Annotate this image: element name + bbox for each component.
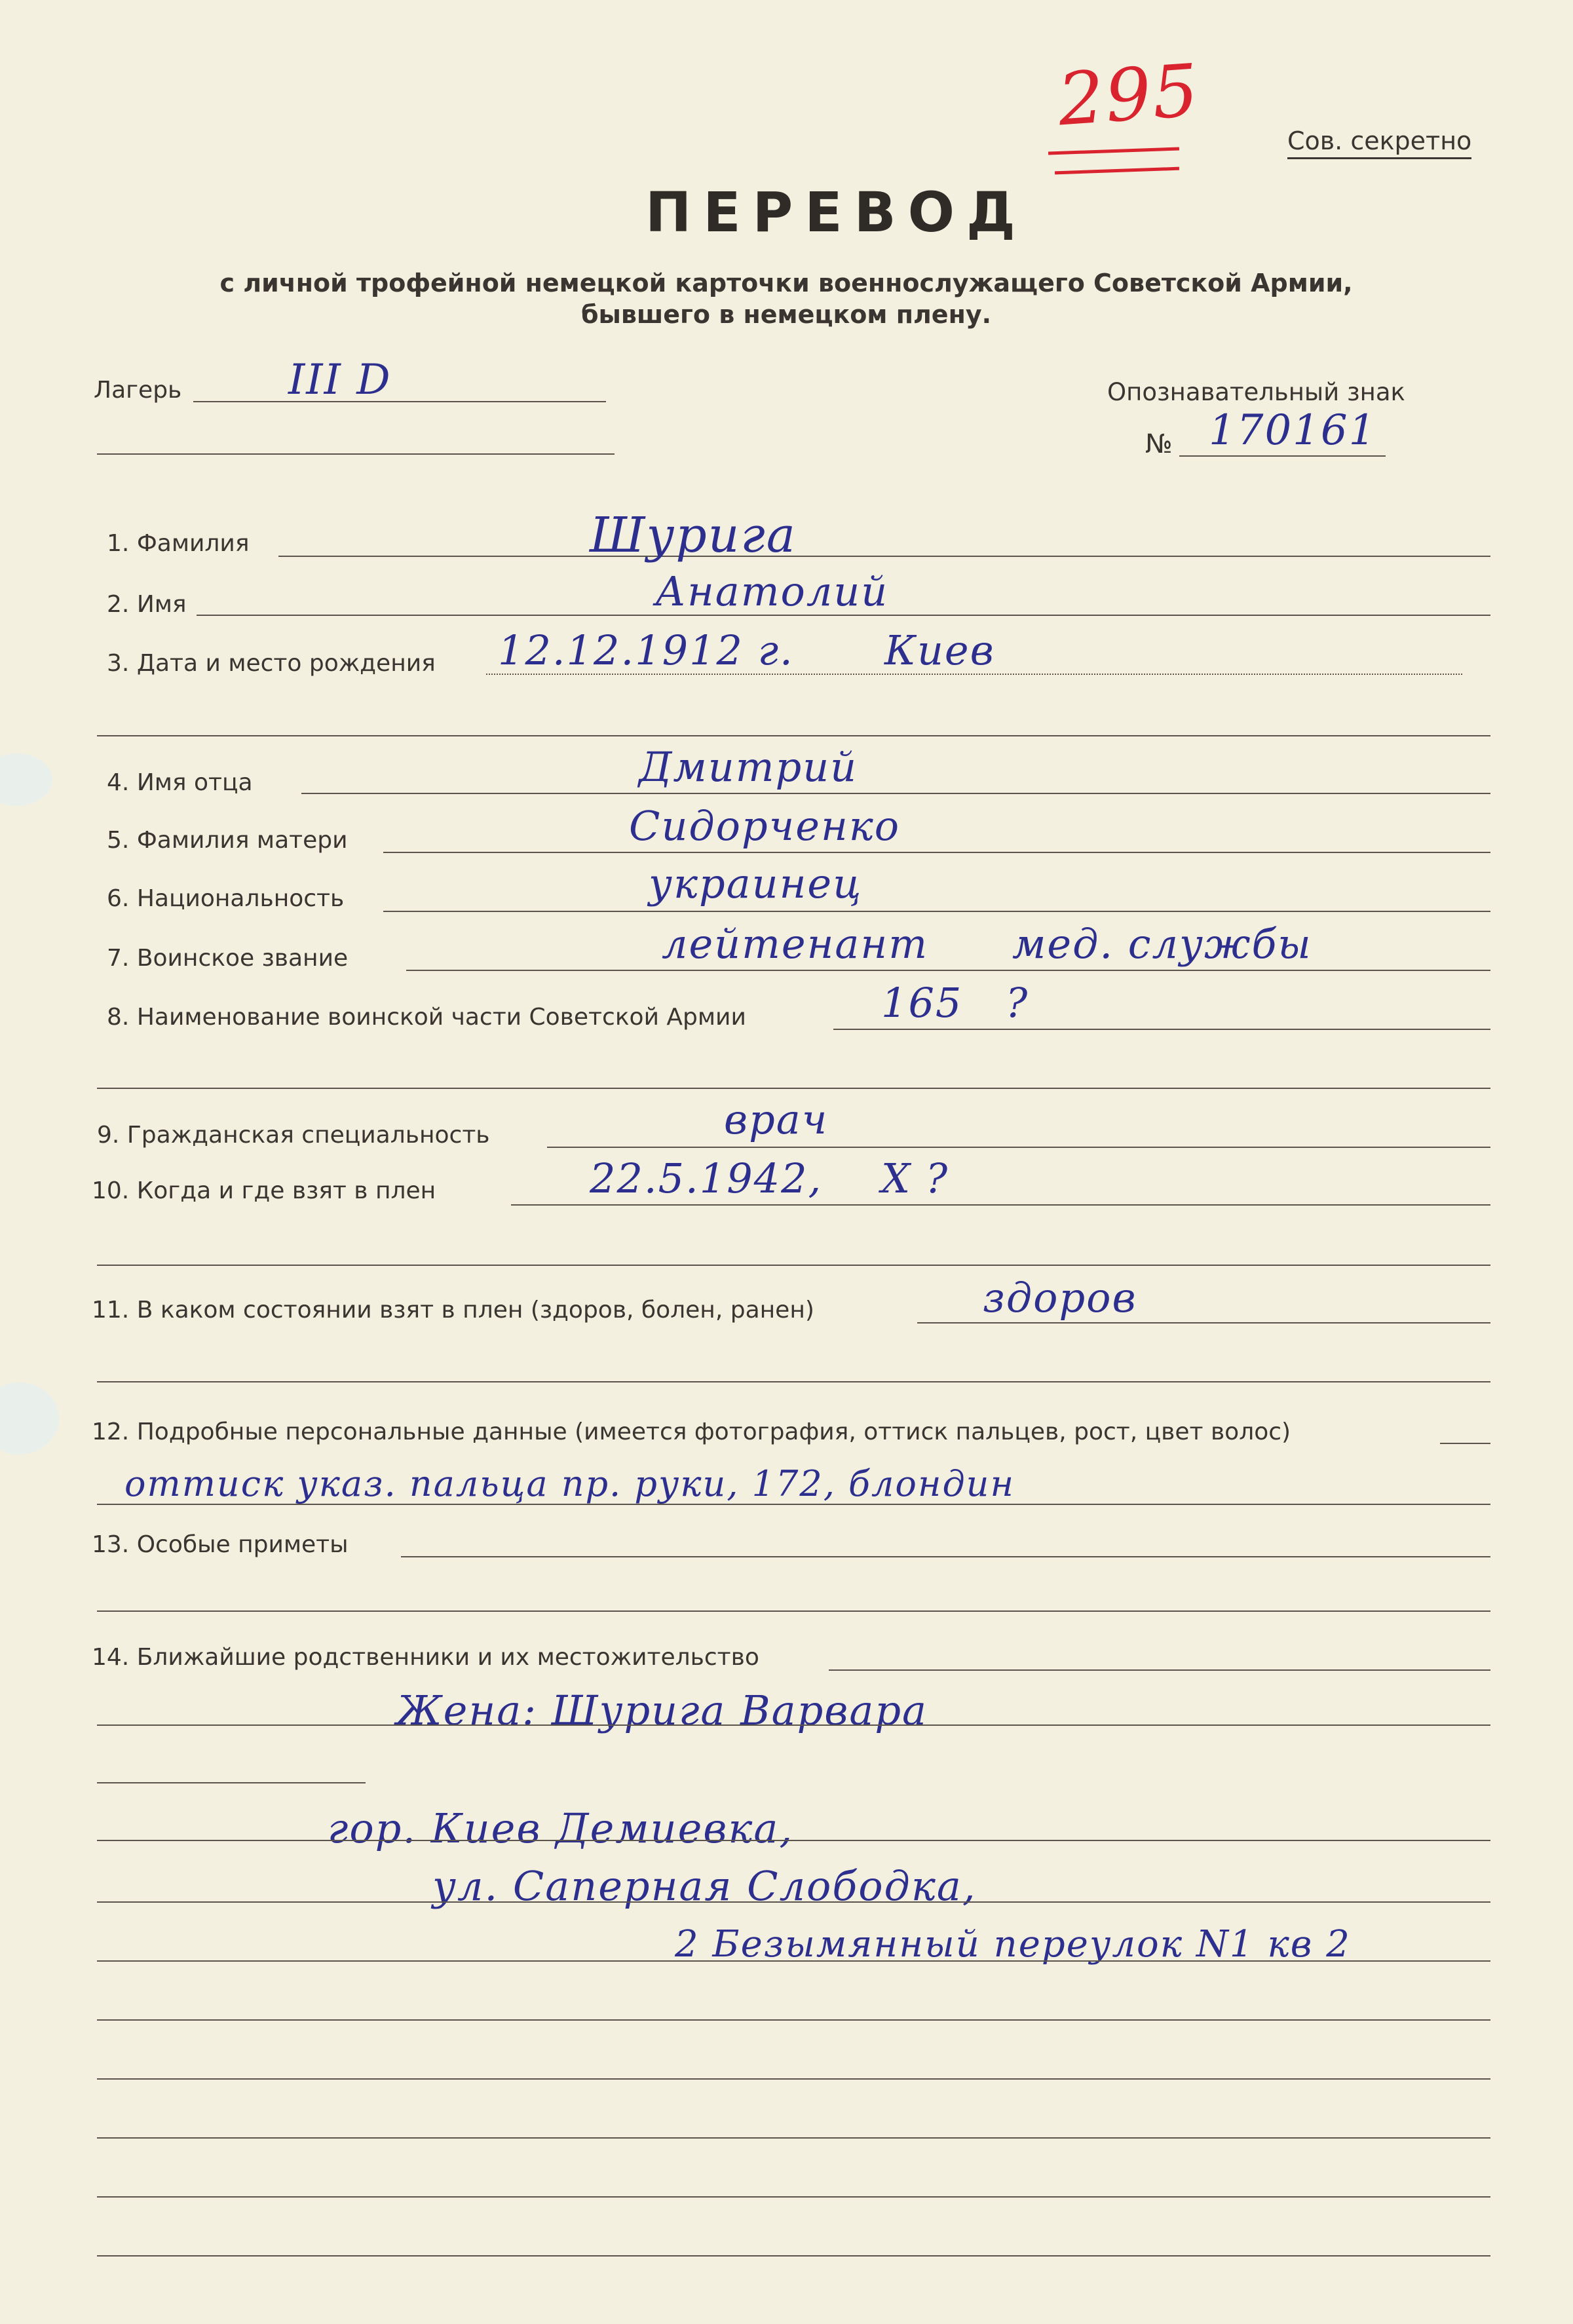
field-3-value-2: Киев (884, 626, 995, 674)
field-8-label: 8. Наименование воинской части Советской Армии (107, 1004, 746, 1031)
field-4-line (301, 793, 1490, 794)
field-6-line (383, 911, 1490, 912)
field-5-label: 5. Фамилия матери (107, 827, 348, 854)
field-11-value: здоров (983, 1274, 1137, 1322)
field-10-label: 10. Когда и где взят в плен (92, 1177, 436, 1204)
field-9-line (547, 1147, 1490, 1148)
field-1-line (278, 556, 1490, 557)
field-5-value: Сидорченко (629, 802, 901, 850)
relatives-rule-8 (97, 2137, 1490, 2139)
id-mark-value: 170161 (1209, 406, 1377, 455)
field-13-label: 13. Особые приметы (92, 1531, 349, 1558)
field-9-value: врач (724, 1095, 829, 1143)
camp-line (193, 401, 606, 402)
field-11-label: 11. В каком состоянии взят в плен (здоров, болен, ранен) (92, 1297, 814, 1324)
relatives-rule-10 (97, 2255, 1490, 2257)
relatives-rule-5 (97, 1960, 1490, 1962)
archive-underline (1055, 167, 1179, 175)
field-13-line (401, 1556, 1490, 1557)
field-7-value-2: мед. службы (1012, 920, 1312, 968)
subtitle-line2: бывшего в немецком плену. (580, 300, 992, 329)
field-8-value: 165 (881, 979, 963, 1027)
torn-edge (0, 753, 52, 806)
field-4-value: Дмитрий (639, 743, 858, 791)
field-8-value-2: ? (1006, 979, 1029, 1027)
field-5-line (383, 852, 1490, 853)
field-7-value: лейтенант (662, 920, 929, 968)
field-8-line-2 (97, 1088, 1490, 1089)
relatives-line-2: гор. Киев Демиевка, (328, 1804, 794, 1852)
archive-underline (1048, 147, 1179, 155)
field-10-value: 22.5.1942, (590, 1154, 823, 1202)
field-7-line (406, 970, 1490, 971)
field-10-value-2: Х ? (881, 1154, 949, 1202)
camp-label: Лагерь (94, 377, 182, 404)
field-12-line-2 (97, 1504, 1490, 1505)
classification: Сов. секретно (1287, 128, 1471, 159)
field-12-line (1440, 1443, 1490, 1444)
field-13-line-2 (97, 1610, 1490, 1612)
field-8-line (833, 1029, 1490, 1030)
id-mark-no-label: № (1145, 429, 1173, 459)
field-3-line-2 (97, 735, 1490, 736)
field-1-value: Шурига (590, 507, 797, 563)
field-10-line-2 (97, 1265, 1490, 1266)
field-11-line (917, 1322, 1490, 1324)
field-6-value: украинец (649, 860, 863, 907)
archive-number: 295 (1055, 48, 1203, 142)
camp-line-2 (97, 453, 615, 455)
field-9-label: 9. Гражданская специальность (97, 1122, 490, 1149)
field-6-label: 6. Национальность (107, 885, 345, 912)
relatives-rule-2 (97, 1782, 366, 1783)
field-12-label: 12. Подробные персональные данные (имеется фотография, оттиск пальцев, рост, цвет волос) (92, 1419, 1291, 1445)
field-14-label: 14. Ближайшие родственники и их местожительство (92, 1644, 759, 1671)
relatives-rule-9 (97, 2196, 1490, 2198)
field-7-label: 7. Воинское звание (107, 945, 349, 972)
field-2-value: Анатолий (655, 567, 889, 615)
field-4-label: 4. Имя отца (107, 769, 253, 796)
relatives-rule-7 (97, 2078, 1490, 2080)
field-14-line (829, 1669, 1490, 1671)
field-2-label: 2. Имя (107, 591, 187, 618)
field-10-line (511, 1204, 1490, 1206)
field-3-value: 12.12.1912 г. (498, 626, 794, 674)
subtitle-line1: с личной трофейной немецкой карточки военнослужащего Советской Армии, (219, 269, 1353, 297)
document-title: ПЕРЕВОД (645, 180, 1027, 244)
relatives-rule-4 (97, 1901, 1490, 1903)
relatives-line-4: 2 Безымянный переулок N1 кв 2 (675, 1923, 1351, 1966)
field-11-line-2 (97, 1381, 1490, 1382)
relatives-rule-3 (97, 1840, 1490, 1841)
torn-edge (0, 1382, 59, 1455)
relatives-rule-1 (97, 1724, 1490, 1726)
relatives-rule-6 (97, 2019, 1490, 2021)
field-1-label: 1. Фамилия (107, 530, 250, 557)
id-mark-label: Опознавательный знак (1107, 378, 1405, 406)
relatives-line-1: Жена: Шурига Варвара (396, 1686, 928, 1734)
field-3-label: 3. Дата и место рождения (107, 650, 436, 677)
field-12-value: оттиск указ. пальца пр. руки, 172, блондин (124, 1463, 1015, 1504)
relatives-line-3: ул. Саперная Слободка, (432, 1862, 977, 1910)
camp-value: III D (288, 356, 392, 404)
id-mark-line (1179, 455, 1386, 457)
